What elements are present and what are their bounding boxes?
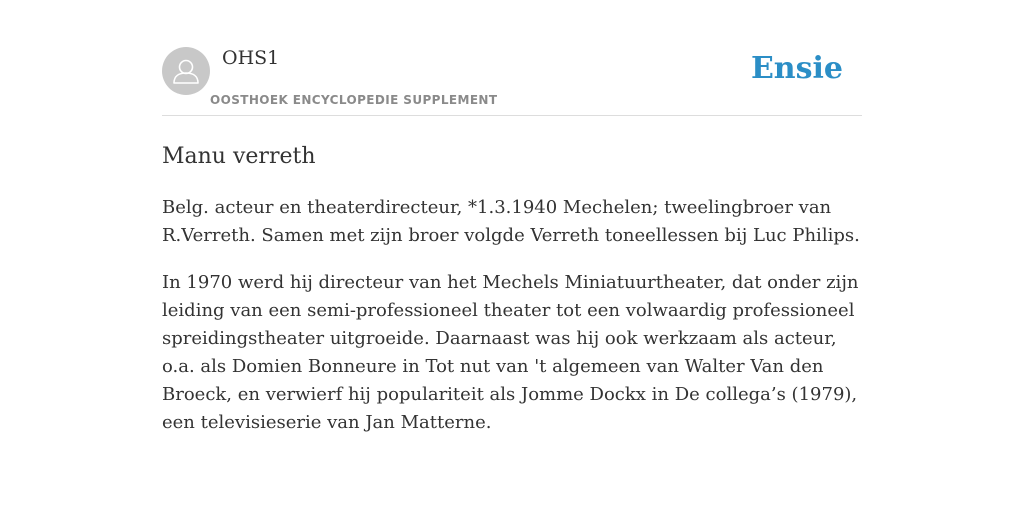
entry-paragraph-2: In 1970 werd hij directeur van het Mechels Miniatuurtheater, dat onder zijn leiding van een semi-professioneel theater tot een volwaardig professioneel spreidingstheater uitgroeide. Daarnaast was hij ook werkzaam als acteur, o.a. als Domien Bonneure in Tot nut van 't algemeen van Walter Van den Broeck, en verwierf hij populariteit als Jomme Dockx in De collega’s (1979), een televisieserie van Jan Matterne. [162,272,859,433]
entry-header [162,46,862,116]
entry-title: Manu verreth [162,144,316,169]
author-avatar[interactable] [162,47,210,95]
user-icon [162,47,210,95]
source-id[interactable]: OHS1 [222,47,280,69]
entry-card [162,46,862,437]
ensie-logo[interactable]: Ensie [750,51,843,86]
source-name[interactable]: OOSTHOEK ENCYCLOPEDIE SUPPLEMENT [210,93,498,107]
entry-paragraph-1: Belg. acteur en theaterdirecteur, *1.3.1940 Mechelen; tweelingbroer van R.Verreth. Samen met zijn broer volgde Verreth toneellessen bij Luc Philips. [162,197,860,246]
